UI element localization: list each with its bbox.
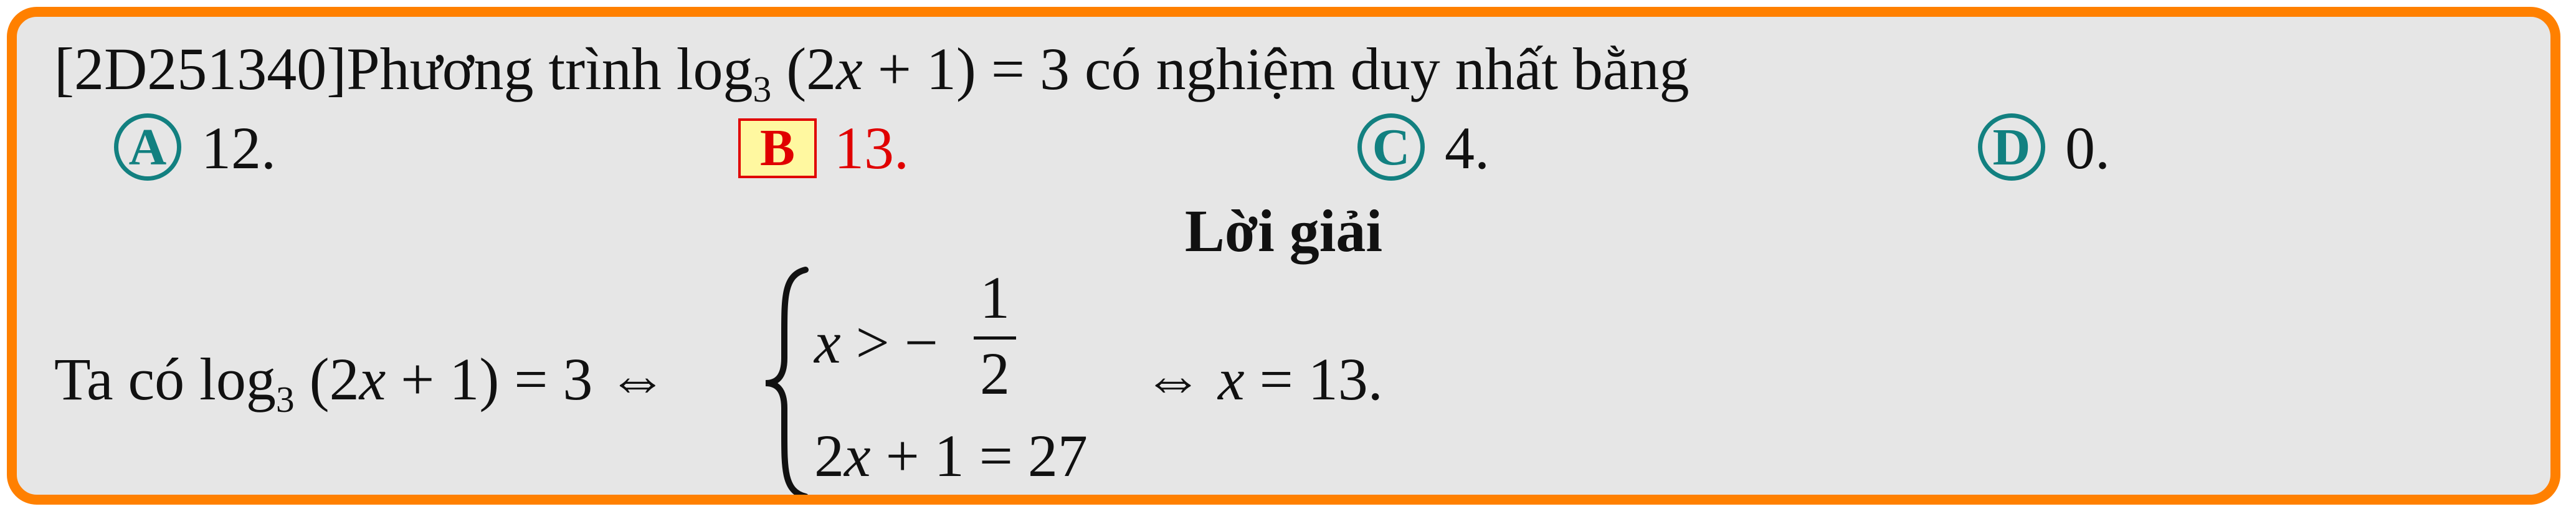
choice-b-value: 13. <box>834 115 909 181</box>
question-card <box>7 7 2560 505</box>
solution-conclusion: ⇔ x = 13. <box>1143 346 1383 412</box>
choice-a-marker: A <box>114 113 181 181</box>
solution-lhs: Ta có $\log_3 (2x + 1) = 3$ ⇔ <box>54 346 668 420</box>
fraction-numerator: 1 <box>980 264 1010 331</box>
fraction-denominator: 2 <box>980 340 1010 407</box>
solution-title: Lời giải <box>1184 198 1383 264</box>
question-id: [2D251340] <box>54 36 347 102</box>
choice-c-value: 4. <box>1445 115 1490 181</box>
system-case-2: 2x + 1 = 27 <box>814 422 1088 489</box>
choice-d-marker: D <box>1978 113 2045 181</box>
system-case-1: x > − <box>814 309 938 376</box>
choice-b-marker: B <box>738 118 817 178</box>
choice-c-marker: C <box>1357 113 1425 181</box>
choice-a-value: 12. <box>201 115 276 181</box>
system-brace-icon <box>757 265 813 502</box>
choice-d-value: 0. <box>2065 115 2110 181</box>
question-stem: [2D251340]Phương trình $\log_3 (2x + 1) = 3$ có nghiệm duy nhất bằng <box>54 36 1690 110</box>
